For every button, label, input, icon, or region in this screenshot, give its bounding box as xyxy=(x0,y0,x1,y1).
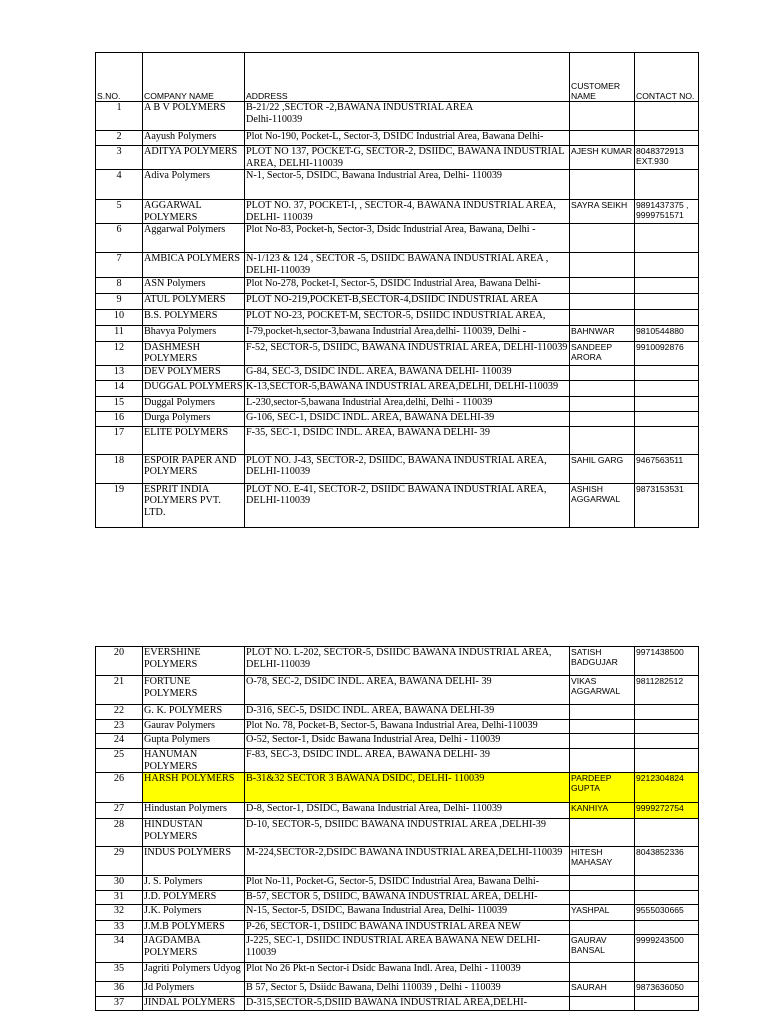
row-company-name: A B V POLYMERS xyxy=(143,102,245,131)
row-sno: 36 xyxy=(96,982,143,997)
row-sno: 19 xyxy=(96,483,143,527)
row-address: PLOT NO. J-43, SECTOR-2, DSIIDC, BAWANA INDUSTRIAL AREA, DELHI-110039 xyxy=(245,454,570,483)
company-table-page-2 xyxy=(95,646,699,1011)
row-address: O-78, SEC-2, DSIDC INDL. AREA, BAWANA DELHI- 39 xyxy=(245,676,570,705)
row-contact-no: 9873153531 xyxy=(635,483,699,527)
row-company-name: Hindustan Polymers xyxy=(143,803,245,819)
row-customer-name xyxy=(570,411,635,426)
table-row xyxy=(96,720,699,734)
row-customer-name xyxy=(570,963,635,982)
row-customer-name xyxy=(570,705,635,720)
row-customer-name xyxy=(570,102,635,131)
row-customer-name xyxy=(570,891,635,905)
row-contact-no xyxy=(635,131,699,146)
row-contact-no: 9910092876 xyxy=(635,341,699,365)
table-row xyxy=(96,483,699,527)
table-row xyxy=(96,102,699,131)
row-address: PLOT NO 137, POCKET-G, SECTOR-2, DSIIDC, BAWANA INDUSTRIAL AREA, DELHI-110039 xyxy=(245,146,570,170)
row-customer-name xyxy=(570,876,635,891)
row-sno: 25 xyxy=(96,749,143,773)
row-sno: 3 xyxy=(96,146,143,170)
row-customer-name xyxy=(570,819,635,847)
row-company-name: DASHMESH POLYMERS xyxy=(143,341,245,365)
row-customer-name: ASHISH AGGARWAL xyxy=(570,483,635,527)
table-row xyxy=(96,277,699,293)
table-row xyxy=(96,749,699,773)
row-company-name: JAGDAMBA POLYMERS xyxy=(143,935,245,963)
row-company-name: ELITE POLYMERS xyxy=(143,426,245,454)
header-company-name: COMPANY NAME xyxy=(143,53,245,102)
row-customer-name xyxy=(570,224,635,253)
row-address: N-1, Sector-5, DSIDC, Bawana Industrial Area, Delhi- 110039 xyxy=(245,170,570,200)
row-customer-name: SAURAH xyxy=(570,982,635,997)
row-customer-name: KANHIYA xyxy=(570,803,635,819)
row-address: N-15, Sector-5, DSIDC, Bawana Industrial Area, Delhi- 110039 xyxy=(245,905,570,921)
row-customer-name: SAYRA SEIKH xyxy=(570,200,635,224)
table-row xyxy=(96,734,699,749)
row-sno: 13 xyxy=(96,365,143,380)
row-contact-no xyxy=(635,309,699,325)
table-row xyxy=(96,131,699,146)
row-company-name: Aayush Polymers xyxy=(143,131,245,146)
table-row xyxy=(96,647,699,676)
row-customer-name xyxy=(570,380,635,396)
row-customer-name xyxy=(570,365,635,380)
row-address: B-21/22 ,SECTOR -2,BAWANA INDUSTRIAL AREA Delhi-110039 xyxy=(245,102,570,131)
table-row xyxy=(96,341,699,365)
row-customer-name xyxy=(570,293,635,309)
row-customer-name: SANDEEP ARORA xyxy=(570,341,635,365)
row-address: PLOT NO. E-41, SECTOR-2, DSIIDC BAWANA INDUSTRIAL AREA, DELHI-110039 xyxy=(245,483,570,527)
row-customer-name: PARDEEP GUPTA xyxy=(570,773,635,803)
table-row xyxy=(96,676,699,705)
table-row xyxy=(96,309,699,325)
row-customer-name xyxy=(570,277,635,293)
row-company-name: INDUS POLYMERS xyxy=(143,847,245,876)
header-sno: S.NO. xyxy=(96,53,143,102)
row-sno: 8 xyxy=(96,277,143,293)
row-company-name: Gaurav Polymers xyxy=(143,720,245,734)
row-customer-name xyxy=(570,749,635,773)
row-company-name: Gupta Polymers xyxy=(143,734,245,749)
row-company-name: AGGARWAL POLYMERS xyxy=(143,200,245,224)
row-contact-no: 9971438500 xyxy=(635,647,699,676)
row-address: N-1/123 & 124 , SECTOR -5, DSIIDC BAWANA INDUSTRIAL AREA , DELHI-110039 xyxy=(245,253,570,277)
row-company-name: Duggal Polymers xyxy=(143,396,245,411)
row-sno: 30 xyxy=(96,876,143,891)
row-sno: 2 xyxy=(96,131,143,146)
table-row xyxy=(96,963,699,982)
row-sno: 26 xyxy=(96,773,143,803)
row-contact-no: 9891437375 , 9999751571 xyxy=(635,200,699,224)
table-row xyxy=(96,146,699,170)
row-contact-no: 9555030665 xyxy=(635,905,699,921)
row-contact-no xyxy=(635,253,699,277)
row-address: Plot No-83, Pocket-h, Sector-3, Dsidc Industrial Area, Bawana, Delhi - xyxy=(245,224,570,253)
table-row xyxy=(96,819,699,847)
table-row xyxy=(96,365,699,380)
row-sno: 6 xyxy=(96,224,143,253)
row-address: F-35, SEC-1, DSIDC INDL. AREA, BAWANA DELHI- 39 xyxy=(245,426,570,454)
row-company-name: DEV POLYMERS xyxy=(143,365,245,380)
row-contact-no xyxy=(635,102,699,131)
row-address: F-52, SECTOR-5, DSIIDC, BAWANA INDUSTRIAL AREA, DELHI-110039 xyxy=(245,341,570,365)
row-address: L-230,sector-5,bawana Industrial Area,delhi, Delhi - 110039 xyxy=(245,396,570,411)
row-sno: 11 xyxy=(96,325,143,341)
table-row xyxy=(96,705,699,720)
row-customer-name xyxy=(570,734,635,749)
company-table-page-1 xyxy=(95,52,699,528)
row-address: PLOT NO-23, POCKET-M, SECTOR-5, DSIIDC INDUSTRIAL AREA, xyxy=(245,309,570,325)
row-sno: 28 xyxy=(96,819,143,847)
table-row xyxy=(96,293,699,309)
table-row xyxy=(96,396,699,411)
table-row xyxy=(96,411,699,426)
row-contact-no xyxy=(635,293,699,309)
table-row xyxy=(96,905,699,921)
row-company-name: Durga Polymers xyxy=(143,411,245,426)
table-row xyxy=(96,803,699,819)
row-sno: 24 xyxy=(96,734,143,749)
table-row xyxy=(96,876,699,891)
row-address: B-31&32 SECTOR 3 BAWANA DSIDC, DELHI- 110039 xyxy=(245,773,570,803)
row-address: J-225, SEC-1, DSIIDC INDUSTRIAL AREA BAWANA NEW DELHI-110039 xyxy=(245,935,570,963)
header-row xyxy=(96,53,699,102)
row-company-name: Jagriti Polymers Udyog xyxy=(143,963,245,982)
row-sno: 18 xyxy=(96,454,143,483)
row-contact-no xyxy=(635,411,699,426)
row-sno: 1 xyxy=(96,102,143,131)
row-customer-name xyxy=(570,720,635,734)
table-row xyxy=(96,454,699,483)
row-customer-name xyxy=(570,253,635,277)
row-address: G-84, SEC-3, DSIDC INDL. AREA, BAWANA DELHI- 110039 xyxy=(245,365,570,380)
row-contact-no xyxy=(635,705,699,720)
row-customer-name: VIKAS AGGARWAL xyxy=(570,676,635,705)
row-address: B-57, SECTOR 5, DSIIDC, BAWANA INDUSTRIAL AREA, DELHI- xyxy=(245,891,570,905)
row-contact-no: 9212304824 xyxy=(635,773,699,803)
row-address: Plot No 26 Pkt-n Sector-i Dsidc Bawana Indl. Area, Delhi - 110039 xyxy=(245,963,570,982)
row-contact-no: 9999272754 xyxy=(635,803,699,819)
row-company-name: Jd Polymers xyxy=(143,982,245,997)
row-sno: 27 xyxy=(96,803,143,819)
row-sno: 14 xyxy=(96,380,143,396)
row-sno: 31 xyxy=(96,891,143,905)
table-row xyxy=(96,773,699,803)
row-address: Plot No-11, Pocket-G, Sector-5, DSIDC Industrial Area, Bawana Delhi- xyxy=(245,876,570,891)
row-contact-no: 9810544880 xyxy=(635,325,699,341)
row-contact-no xyxy=(635,963,699,982)
row-customer-name xyxy=(570,426,635,454)
row-company-name: ADITYA POLYMERS xyxy=(143,146,245,170)
row-company-name: G. K. POLYMERS xyxy=(143,705,245,720)
row-contact-no xyxy=(635,749,699,773)
row-company-name: B.S. POLYMERS xyxy=(143,309,245,325)
row-customer-name xyxy=(570,997,635,1011)
row-contact-no xyxy=(635,891,699,905)
row-address: O-52, Sector-1, Dsidc Bawana Industrial Area, Delhi - 110039 xyxy=(245,734,570,749)
row-sno: 37 xyxy=(96,997,143,1011)
row-sno: 7 xyxy=(96,253,143,277)
row-contact-no: 8048372913 EXT.930 xyxy=(635,146,699,170)
row-address: G-106, SEC-1, DSIDC INDL. AREA, BAWANA DELHI-39 xyxy=(245,411,570,426)
row-customer-name xyxy=(570,131,635,146)
table-row xyxy=(96,997,699,1011)
table-row xyxy=(96,426,699,454)
row-address: D-316, SEC-5, DSIDC INDL. AREA, BAWANA DELHI-39 xyxy=(245,705,570,720)
row-company-name: HARSH POLYMERS xyxy=(143,773,245,803)
row-company-name: ESPRIT INDIA POLYMERS PVT. LTD. xyxy=(143,483,245,527)
table-row xyxy=(96,200,699,224)
row-customer-name: GAURAV BANSAL xyxy=(570,935,635,963)
row-address: PLOT NO. L-202, SECTOR-5, DSIIDC BAWANA INDUSTRIAL AREA, DELHI-110039 xyxy=(245,647,570,676)
row-customer-name: BAHNWAR xyxy=(570,325,635,341)
row-sno: 23 xyxy=(96,720,143,734)
row-address: Plot No. 78, Pocket-B, Sector-5, Bawana Industrial Area, Delhi-110039 xyxy=(245,720,570,734)
row-company-name: J.D. POLYMERS xyxy=(143,891,245,905)
row-sno: 9 xyxy=(96,293,143,309)
row-contact-no xyxy=(635,819,699,847)
row-contact-no xyxy=(635,876,699,891)
header-contact-no: CONTACT NO. xyxy=(635,53,699,102)
row-contact-no xyxy=(635,426,699,454)
table-row xyxy=(96,847,699,876)
row-sno: 35 xyxy=(96,963,143,982)
row-address: D-315,SECTOR-5,DSIID BAWANA INDUSTRIAL AREA,DELHI- xyxy=(245,997,570,1011)
row-customer-name: YASHPAL xyxy=(570,905,635,921)
row-company-name: ESPOIR PAPER AND POLYMERS xyxy=(143,454,245,483)
row-contact-no xyxy=(635,734,699,749)
row-address: Plot No-278, Pocket-I, Sector-5, DSIDC Industrial Area, Bawana Delhi- xyxy=(245,277,570,293)
row-contact-no: 9811282512 xyxy=(635,676,699,705)
table-row xyxy=(96,380,699,396)
row-sno: 17 xyxy=(96,426,143,454)
table-row xyxy=(96,921,699,935)
row-sno: 15 xyxy=(96,396,143,411)
header-customer-name: CUSTOMER NAME xyxy=(570,53,635,102)
row-contact-no xyxy=(635,396,699,411)
row-contact-no xyxy=(635,921,699,935)
row-address: D-10, SECTOR-5, DSIIDC BAWANA INDUSTRIAL AREA ,DELHI-39 xyxy=(245,819,570,847)
row-customer-name xyxy=(570,309,635,325)
row-address: F-83, SEC-3, DSIDC INDL. AREA, BAWANA DELHI- 39 xyxy=(245,749,570,773)
row-sno: 20 xyxy=(96,647,143,676)
row-customer-name xyxy=(570,396,635,411)
row-address: B 57, Sector 5, Dsiidc Bawana, Delhi 110039 , Delhi - 110039 xyxy=(245,982,570,997)
row-sno: 12 xyxy=(96,341,143,365)
row-address: K-13,SECTOR-5,BAWANA INDUSTRIAL AREA,DELHI, DELHI-110039 xyxy=(245,380,570,396)
row-address: Plot No-190, Pocket-L, Sector-3, DSIDC Industrial Area, Bawana Delhi- xyxy=(245,131,570,146)
header-address: ADDRESS xyxy=(245,53,570,102)
row-sno: 34 xyxy=(96,935,143,963)
row-contact-no xyxy=(635,224,699,253)
row-company-name: HANUMAN POLYMERS xyxy=(143,749,245,773)
row-address: PLOT NO. 37, POCKET-I, , SECTOR-4, BAWANA INDUSTRIAL AREA, DELHI- 110039 xyxy=(245,200,570,224)
row-contact-no xyxy=(635,997,699,1011)
row-address: D-8, Sector-1, DSIDC, Bawana Industrial Area, Delhi- 110039 xyxy=(245,803,570,819)
row-sno: 4 xyxy=(96,170,143,200)
row-company-name: ASN Polymers xyxy=(143,277,245,293)
table-row xyxy=(96,982,699,997)
row-sno: 21 xyxy=(96,676,143,705)
row-address: I-79,pocket-h,sector-3,bawana Industrial Area,delhi- 110039, Delhi - xyxy=(245,325,570,341)
row-company-name: AMBICA POLYMERS xyxy=(143,253,245,277)
row-sno: 5 xyxy=(96,200,143,224)
row-customer-name: SATISH BADGUJAR xyxy=(570,647,635,676)
row-customer-name: AJESH KUMAR xyxy=(570,146,635,170)
row-sno: 29 xyxy=(96,847,143,876)
row-contact-no: 9873636050 xyxy=(635,982,699,997)
row-contact-no: 9999243500 xyxy=(635,935,699,963)
row-contact-no: 9467563511 xyxy=(635,454,699,483)
row-contact-no xyxy=(635,170,699,200)
table-row xyxy=(96,935,699,963)
row-customer-name xyxy=(570,170,635,200)
row-company-name: J. S. Polymers xyxy=(143,876,245,891)
row-sno: 22 xyxy=(96,705,143,720)
row-company-name: J.K. Polymers xyxy=(143,905,245,921)
table-row xyxy=(96,891,699,905)
row-customer-name: SAHIL GARG xyxy=(570,454,635,483)
row-contact-no xyxy=(635,277,699,293)
row-contact-no xyxy=(635,365,699,380)
row-contact-no: 8043852336 xyxy=(635,847,699,876)
row-contact-no xyxy=(635,720,699,734)
row-sno: 32 xyxy=(96,905,143,921)
row-sno: 16 xyxy=(96,411,143,426)
row-address: M-224,SECTOR-2,DSIDC BAWANA INDUSTRIAL AREA,DELHI-110039 xyxy=(245,847,570,876)
row-company-name: Adiva Polymers xyxy=(143,170,245,200)
row-company-name: JINDAL POLYMERS xyxy=(143,997,245,1011)
table-row xyxy=(96,170,699,200)
table-row xyxy=(96,224,699,253)
row-contact-no xyxy=(635,380,699,396)
row-company-name: Aggarwal Polymers xyxy=(143,224,245,253)
row-sno: 10 xyxy=(96,309,143,325)
row-company-name: EVERSHINE POLYMERS xyxy=(143,647,245,676)
row-customer-name: HITESH MAHASAY xyxy=(570,847,635,876)
table-row xyxy=(96,253,699,277)
row-company-name: DUGGAL POLYMERS xyxy=(143,380,245,396)
row-company-name: J.M.B POLYMERS xyxy=(143,921,245,935)
table-row xyxy=(96,325,699,341)
row-company-name: HINDUSTAN POLYMERS xyxy=(143,819,245,847)
row-sno: 33 xyxy=(96,921,143,935)
row-address: P-26, SECTOR-1, DSIIDC BAWANA INDUSTRIAL AREA NEW xyxy=(245,921,570,935)
row-company-name: FORTUNE POLYMERS xyxy=(143,676,245,705)
row-address: PLOT NO-219,POCKET-B,SECTOR-4,DSIIDC INDUSTRIAL AREA xyxy=(245,293,570,309)
row-company-name: Bhavya Polymers xyxy=(143,325,245,341)
row-company-name: ATUL POLYMERS xyxy=(143,293,245,309)
row-customer-name xyxy=(570,921,635,935)
